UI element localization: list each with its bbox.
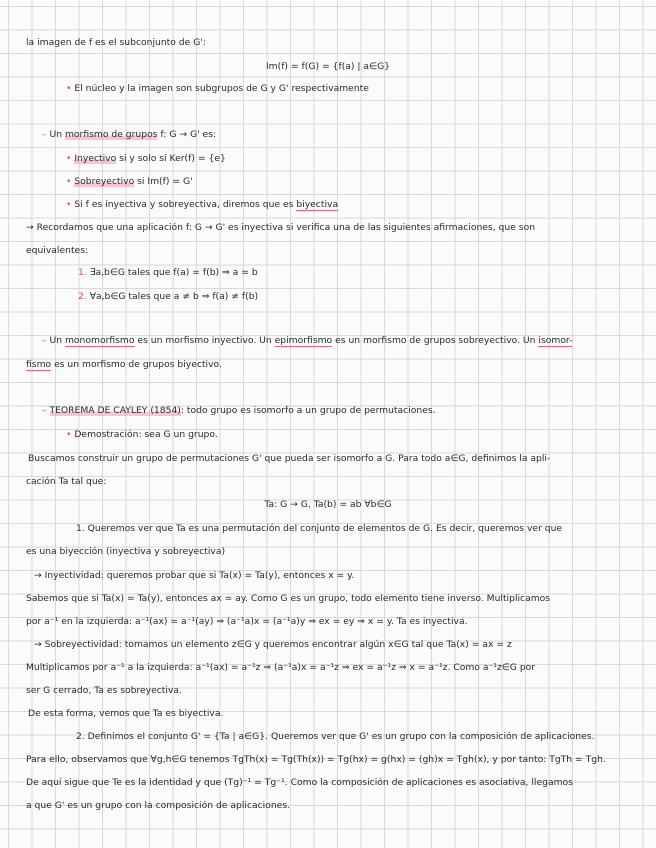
- step-2-p3: a que G' es un grupo con la composición de aplicaciones.: [26, 800, 291, 811]
- term-sobreyectivo: Sobreyectivo: [74, 176, 135, 187]
- term-isomorfismo: isomor-: [538, 335, 573, 346]
- cayley-theorem: – TEOREMA DE CAYLEY (1854): todo grupo es isomorfo a un grupo de permutaciones.: [42, 405, 436, 416]
- recall-injective: → Recordamos que una aplicación f: G → G' es inyectiva si verifica una de las siguientes afirmaciones, que son: [26, 222, 536, 233]
- injectivity-p1: Sabemos que si Ta(x) = Ta(y), entonces ax = ay. Como G es un grupo, todo elemento tiene inverso. Multiplicamos: [26, 593, 551, 604]
- bullet-dot-icon: •: [66, 83, 72, 94]
- mono-epi-iso-def: – Un monomorfismo es un morfismo inyectivo. Un epimorfismo es un morfismo de grupos sobreyectivo. Un isomor-: [42, 335, 573, 346]
- bullet-dot-icon: •: [66, 199, 72, 210]
- bullet-dash-icon: –: [42, 335, 47, 346]
- step-1: 1. Queremos ver que Ta es una permutación del conjunto de elementos de G. Es decir, queremos ver que: [76, 523, 563, 534]
- equivalence-2: 2. ∀a,b∈G tales que a ≠ b ⇒ f(a) ≠ f(b): [78, 291, 259, 302]
- surjectivity-p1: Multiplicamos por a⁻¹ a la izquierda: a⁻¹(ax) = a⁻¹z ⇒ (a⁻¹a)x = a⁻¹z ⇒ ex = a⁻¹z ⇒ x = a⁻¹z. Como a⁻¹z∈G por: [26, 662, 536, 673]
- formula-image: Im(f) = f(G) = {f(a) | a∈G}: [265, 61, 391, 72]
- bullet-dash-icon: –: [42, 405, 47, 416]
- bullet-dash-icon: –: [42, 129, 47, 140]
- surjectivity-title: → Sobreyectividad: tomamos un elemento z∈G y queremos encontrar algún x∈G tal que Ta(x) = ax = z: [34, 639, 512, 650]
- proof-start: • Demostración: sea G un grupo.: [66, 429, 218, 440]
- term-inyectivo: Inyectivo: [74, 153, 117, 164]
- step-2: 2. Definimos el conjunto G' = {Ta | a∈G}. Queremos ver que G' es un grupo con la composición de aplicaciones.: [76, 731, 595, 742]
- bullet-dot-icon: •: [66, 429, 72, 440]
- term-monomorfismo: monomorfismo: [64, 335, 135, 346]
- theorem-title: TEOREMA DE CAYLEY (1854): [49, 405, 181, 416]
- surjectivity-p2: ser G cerrado, Ta es sobreyectiva.: [26, 685, 182, 696]
- injectivity-p2: por a⁻¹ en la izquierda: a⁻¹(ax) = a⁻¹(ay) ⇒ (a⁻¹a)x = (a⁻¹a)y ⇒ ex = ey ⇒ x = y. Ta es inyectiva.: [26, 616, 468, 627]
- bullet-bijective: • Si f es inyectiva y sobreyectiva, diremos que es biyectiva: [66, 199, 339, 210]
- term-morfismo: morfismo de grupos: [64, 129, 158, 140]
- formula-ta: Ta: G → G, Ta(b) = ab ∀b∈G: [264, 499, 392, 510]
- injectivity-title: → Inyectividad: queremos probar que si Ta(x) = Ta(y), entonces x = y.: [34, 570, 355, 581]
- bullet-surjective: • Sobreyectivo si Im(f) = G': [66, 176, 193, 187]
- morphism-def: – Un morfismo de grupos f: G → G' es:: [42, 129, 217, 140]
- equivalence-1: 1. ∃a,b∈G tales que f(a) = f(b) ⇒ a = b: [78, 267, 258, 278]
- proof-p1-cont: cación Ta tal que:: [26, 476, 107, 487]
- bullet-dot-icon: •: [66, 176, 72, 187]
- bullet-kernel-image: • El núcleo y la imagen son subgrupos de G y G' respectivamente: [66, 83, 369, 94]
- bullet-dot-icon: •: [66, 153, 72, 164]
- bullet-injective: • Inyectivo si y solo si Ker(f) = {e}: [66, 153, 226, 164]
- step-2-p2: De aquí sigue que Te es la identidad y que (Tg)⁻¹ = Tg⁻¹. Como la composición de aplicaciones es asociativa, llegamos: [26, 777, 573, 788]
- step-1-cont: es una biyección (inyectiva y sobreyectiva): [26, 546, 226, 557]
- step-2-p1: Para ello, observamos que ∀g,h∈G tenemos TgTh(x) = Tg(Th(x)) = Tg(hx) = g(hx) = (gh)x = Tgh(x), y por tanto: TgTh = Tgh.: [26, 754, 606, 765]
- recall-injective-cont: equivalentes:: [26, 245, 89, 256]
- mono-epi-iso-cont: fismo es un morfismo de grupos biyectivo.: [26, 359, 222, 370]
- term-biyectiva: biyectiva: [296, 199, 339, 210]
- line-image-def: la imagen de f es el subconjunto de G':: [26, 37, 206, 48]
- proof-p1: Buscamos construir un grupo de permutaciones G' que pueda ser isomorfo a G. Para todo a∈G, definimos la apli-: [28, 453, 551, 464]
- term-epimorfismo: epimorfismo: [274, 335, 333, 346]
- bijective-conclusion: De esta forma, vemos que Ta es biyectiva.: [28, 708, 224, 719]
